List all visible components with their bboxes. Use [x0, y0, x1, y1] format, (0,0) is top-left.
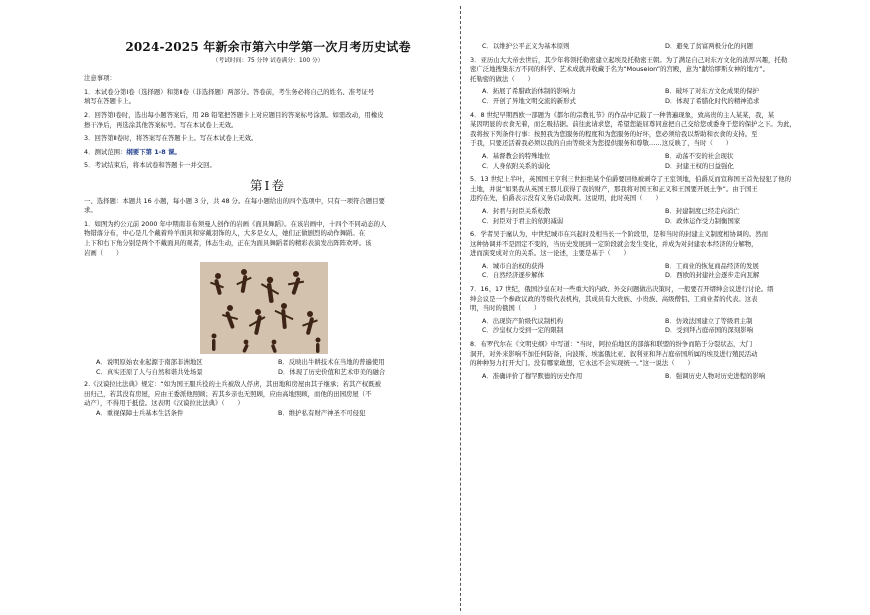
q2-options-cont: [470, 42, 840, 52]
q8-stem-2: 洞开，对外来影响不加任何防备，向波斯、埃塞俄比亚、叙利亚和拜占庭帝国所属的埃及进行殖民活动: [470, 349, 758, 358]
q8-options: [470, 372, 840, 382]
q7-option-b[interactable]: B．仿效法国建立了等级君主制: [665, 316, 753, 325]
q6-option-b[interactable]: B．工商业的恢复商品经济的发展: [665, 261, 759, 270]
instructions-b: 求。: [84, 206, 97, 215]
q1-option-b[interactable]: B．反映出牛耕技术在当地的普遍使用: [278, 358, 385, 367]
q4-option-c[interactable]: C．人身依附关系的弱化: [482, 161, 551, 170]
exam-subtitle: （考试时间：75 分钟 试卷满分：100 分）: [212, 57, 324, 64]
q3-option-b[interactable]: B．破坏了对东方文化成果的保护: [665, 87, 759, 96]
q5-option-c[interactable]: C．封臣对于君主的依附减弱: [482, 216, 564, 225]
q2-option-a[interactable]: A．重视保障士兵基本生活条件: [96, 409, 184, 418]
q7-stem-3: 明，当时的俄国（ ）: [470, 304, 541, 313]
q7-option-c[interactable]: C．沙皇权力受到一定的限制: [482, 326, 564, 335]
q8-option-a[interactable]: A．准确评价了穆罕默德的历史作用: [482, 371, 583, 380]
q4-option-a[interactable]: A．基督教会的特殊地位: [482, 151, 551, 160]
q2-stem-3: 动产），不得用于抵偿。这表明《汉谟拉比法典》（ ）: [84, 399, 244, 408]
question-3: [470, 56, 840, 107]
q8-stem-3: 的种种努力打开大门。没有哪家敢想，它永远不会实现统一。”这一说法（ ）: [470, 359, 694, 368]
rock-painting-image: [200, 262, 328, 354]
q5-stem-2: 土地，并说“如果我从英国王那儿获得了我的财产，那我将对国王和正义和王国要开展土争”。由于国王: [470, 184, 758, 193]
q4-options: [470, 152, 840, 171]
q5-stem-3: 违约在先，伯爵表示没有义务启动裁判。这说明，此时英国（ ）: [470, 194, 662, 203]
q2-stem-1: 2.《汉谟拉比法典》规定：“如为国王服兵役的士兵被敌人俘虏，其田地和房屋由其子继承；若其产权既被: [84, 380, 381, 389]
q1-option-c[interactable]: C．真实还原了人与自然和谐共处场景: [96, 367, 203, 376]
notes-heading: 注意事项：: [84, 74, 116, 83]
section-title: 第Ⅰ卷: [250, 177, 286, 193]
q5-option-a[interactable]: A．封君与封臣关系松散: [482, 206, 551, 215]
q1-option-d[interactable]: D．体现了历史价值和艺术审美的融合: [278, 367, 386, 376]
instructions-a: 一、选择题：本题共 16 小题，每小题 3 分，共 48 分。在每小题给出的四个选项中，只有一项符合题目要: [84, 196, 385, 205]
q4-stem-2: 某因明显的衣食无着，而乞吸拮据。前往此请求您，希望您能屈尊同意把自己交给您或委身于您的保护之下。为此，: [470, 120, 796, 129]
q6-option-c[interactable]: C．自然经济逐步解体: [482, 271, 544, 280]
q6-option-a[interactable]: A．城市自治权的获得: [482, 261, 544, 270]
q6-stem-1: 6．学者吴于廑认为，中世纪城市在兴起时及相当长一个阶段里，是和当时的封建主义制度相协调的。然而: [470, 230, 769, 239]
question-4: [470, 111, 840, 172]
q5-options: [470, 207, 840, 226]
q2-option-c[interactable]: C．以维护公平正义为基本原则: [482, 42, 570, 50]
question-8: [470, 340, 840, 381]
note-1b: 填写在答题卡上。: [84, 97, 136, 106]
q1-stem-2: 物错落分布，中心是几个戴着羚羊面具和穿戴羽饰的人，大多是女人，她们正做剧烈的动作舞蹈。在: [84, 229, 366, 238]
q7-options: [470, 317, 840, 336]
q2-option-d[interactable]: D．避免了贫富两极分化的问题: [665, 42, 753, 50]
q1-options: [84, 358, 452, 377]
q7-option-d[interactable]: D．受到拜占庭帝国的深刻影响: [665, 326, 753, 335]
q7-stem-2: 绅会议是一个参政议政的等级代表机构，其成员有大贵族、小贵族、高级僧侣、工商业者的代表。这表: [470, 294, 758, 303]
q1-stem-1: 1．如图为约公元前 2000 年中期南非布须曼人创作的岩画《面具舞蹈》。在该岩画中，十四个不同动态的人: [84, 219, 387, 228]
q2-option-b[interactable]: B．维护私有财产神圣不可侵犯: [278, 409, 366, 418]
q3-stem-2: 密广泛地搜集东方不同的科学、艺术成就并收藏于名为“Mouseion”的宫殿，意为“献给缪斯女神的地方”。: [470, 65, 769, 74]
q8-option-b[interactable]: B．强调历史人物对历史进程的影响: [665, 371, 766, 380]
q6-stem-3: 进而演变成对立的关系。这一论述，主要是基于（ ）: [470, 249, 630, 258]
note-4: [84, 148, 452, 158]
q4-stem-3: 我将按下列条件行事：按照我为您服务的程度和为您服务的好坏，您必须给我以帮助和衣食的支持。至: [470, 129, 758, 138]
q4-option-b[interactable]: B．动荡不安的社会现状: [665, 151, 734, 160]
note-2a: 2．回答第Ⅰ卷时，选出每小题答案后，用 2B 铅笔把答题卡上对应题目的答案标号涂黑。如需改动，用橡皮: [84, 110, 384, 119]
question-5: [470, 175, 840, 226]
q3-option-c[interactable]: C．开创了异地文明交流的新形式: [482, 96, 576, 105]
q6-options: [470, 262, 840, 281]
q2-stem-2: 田归己，若其没有房屋，应由王委派他照顾；若其乡亲也无照顾，应由高地照顾，而他的田园房屋（不: [84, 389, 372, 398]
q8-stem-1: 8．布罗代尔在《文明史纲》中写道：“当时，阿拉伯地区的部落和联盟的纷争而陷于分裂状态，大门: [470, 340, 753, 349]
q1-option-a[interactable]: A．说明原始农业起源于南部非洲地区: [96, 358, 203, 367]
left-column: [84, 0, 452, 615]
question-6: [470, 230, 840, 281]
q6-stem-2: 这种协调并不是固定不变的，当历史发展到一定阶段就会发生变化，并成为对封建农本经济的分解物，: [470, 239, 758, 248]
column-divider: [460, 6, 461, 611]
q3-options: [470, 87, 840, 106]
test-scope: 纲要下第 1-8 课。: [126, 147, 181, 156]
q5-option-b[interactable]: B．封建制度已经走向消亡: [665, 206, 740, 215]
q3-stem-1: 3．亚历山大大帝去世后，其少年将领托勒密建立起埃及托勒密王朝。为了满足自己对东方文化的浓厚兴趣，托勒: [470, 55, 788, 64]
q5-stem-1: 5．13 世纪上半叶，英国国王亨利三世拒绝某个伯爵要回他被剥夺了王室领地，伯爵反而宣称国王首先侵犯了他的: [470, 175, 791, 184]
q3-stem-3: 托勒密的做法（ ）: [470, 74, 534, 83]
q1-stem-4: 岩画（ ）: [84, 248, 123, 257]
note-2b: 擦干净后，再选涂其他答案标号。写在本试卷上无效。: [84, 120, 238, 129]
q2-options: [84, 409, 452, 419]
note-1a: 1．本试卷分第Ⅰ卷（选择题）和第Ⅱ卷（非选择题）两部分。答卷前，考生务必将自己的姓名、准考证号: [84, 87, 375, 96]
note-3: 3．回答第Ⅱ卷时，将答案写在答题卡上。写在本试卷上无效。: [84, 134, 258, 143]
q7-stem-1: 7．16、17 世纪，俄国沙皇在对一些重大的内政、外交问题做出决策时，一般要召开缙绅会议进行讨论。缙: [470, 285, 774, 294]
q4-option-d[interactable]: D．封建王权的日益强化: [665, 161, 734, 170]
question-1: [84, 220, 452, 378]
right-column: [470, 0, 840, 615]
note-4-prefix: 4．测试范围：: [84, 147, 127, 156]
note-5: 5．考试结束后，将本试卷和答题卡一并交回。: [84, 161, 216, 170]
q4-stem-1: 4．8 世纪早期西欧一部题为《都尔的宗教礼节》的作品中记载了一种普遍现象，致高贵的主人某某，我，某: [470, 110, 775, 119]
notes-block: [84, 74, 452, 171]
q3-option-a[interactable]: A．拓展了希腊政治体制的影响力: [482, 87, 576, 96]
q5-option-d[interactable]: D．政体运作受力制衡国家: [665, 216, 741, 225]
q1-stem-3: 上下和右下角分别是两个不戴面具的观者，体态生动，正在为面具舞蹈者的精彩表演发出阵阵欢呼。该: [84, 238, 372, 247]
q6-option-d[interactable]: D．西欧的封建社会逐步走向瓦解: [665, 271, 760, 280]
q7-option-a[interactable]: A．出现资产阶级代议制机构: [482, 316, 564, 325]
question-7: [470, 285, 840, 336]
q4-stem-4: 于我，只要还活着我必须以我的自由等级来为您提供服务和尊敬……这反映了，当时（ ）: [470, 139, 733, 148]
question-2: [84, 380, 452, 418]
q3-option-d[interactable]: D．体现了希腊化时代的精神追求: [665, 96, 760, 105]
exam-title: 2024-2025 年新余市第六中学第一次月考历史试卷: [125, 40, 411, 54]
